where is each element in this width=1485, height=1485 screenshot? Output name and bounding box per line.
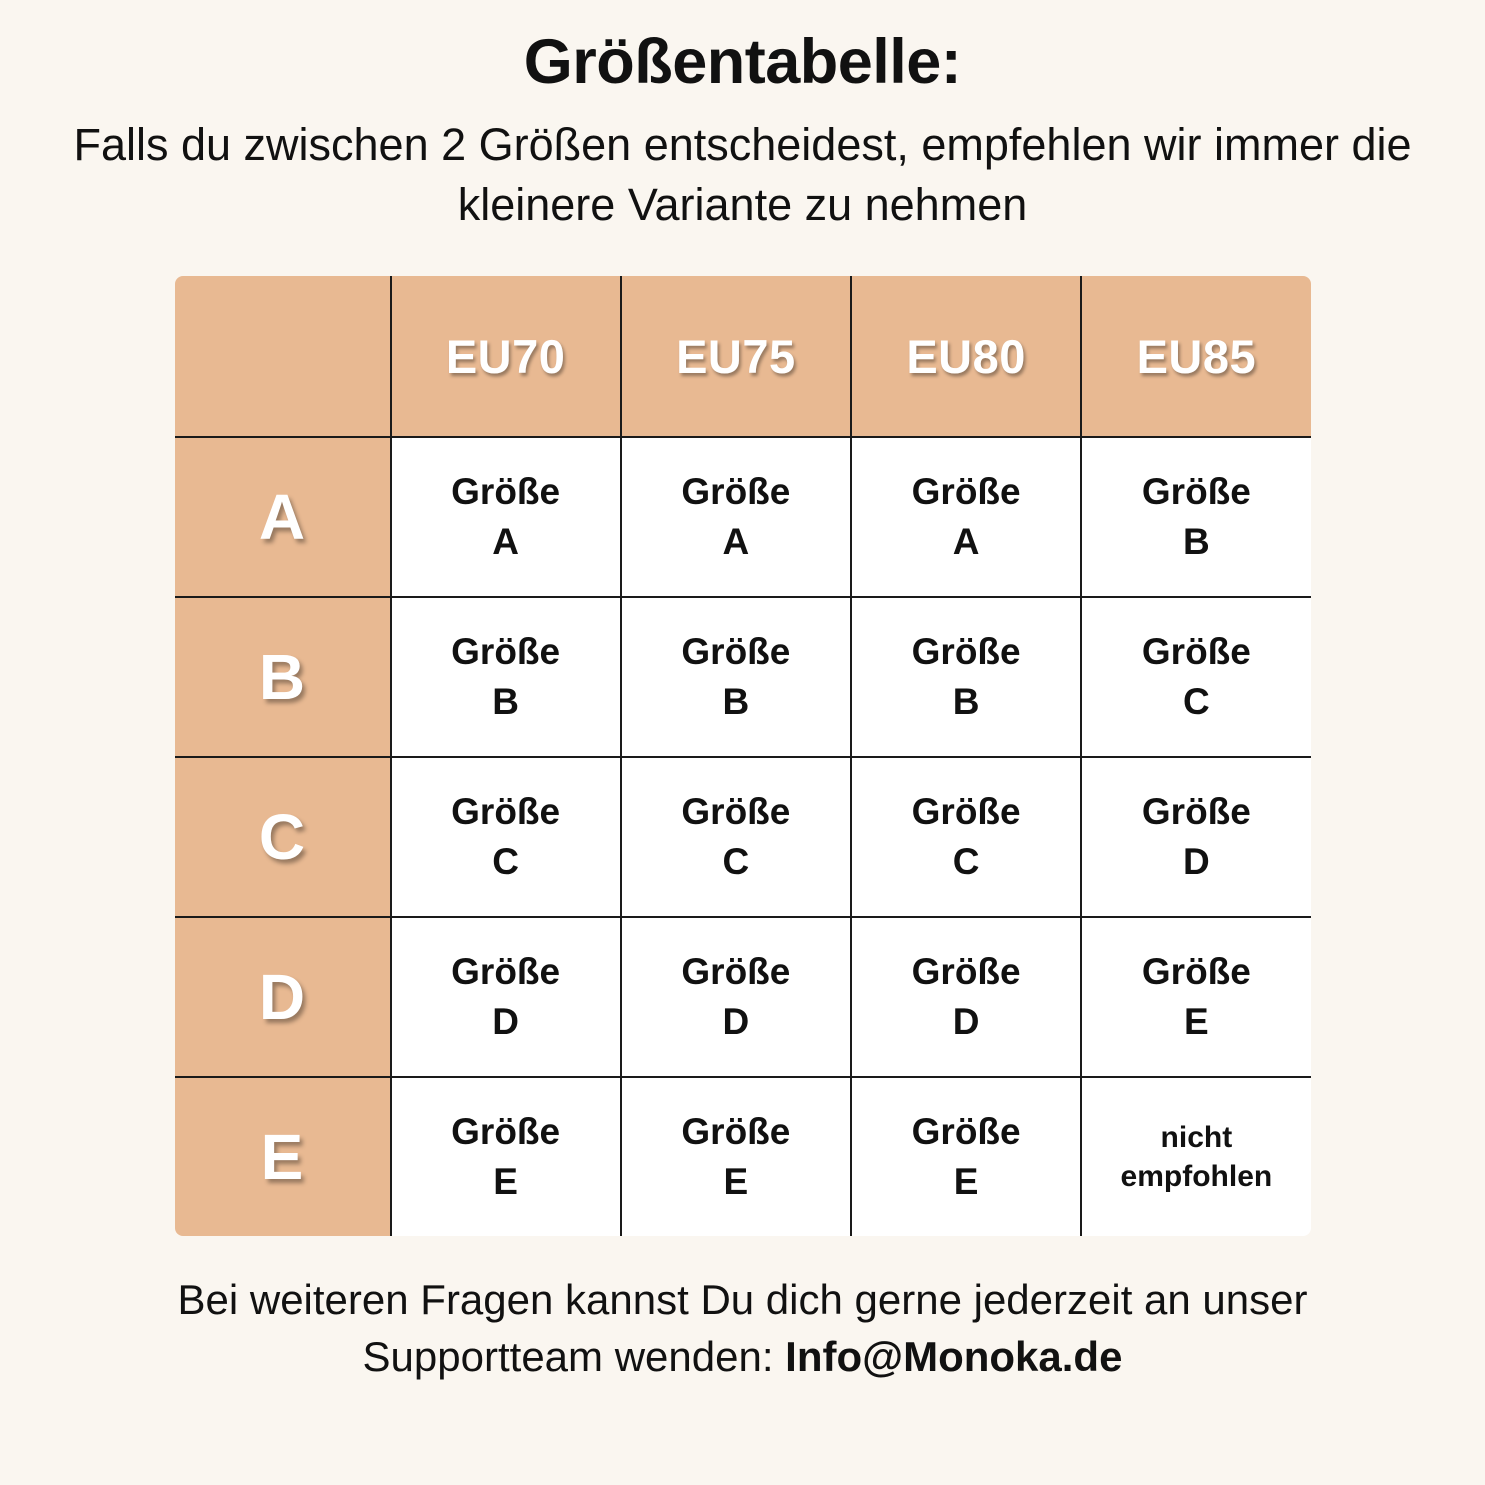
row-header-e: E — [174, 1077, 391, 1237]
cell-line-1: Größe — [681, 791, 791, 833]
cell-line-1: Größe — [911, 631, 1021, 673]
cell-line-1: Größe — [451, 791, 561, 833]
cell-line-1: Größe — [1141, 631, 1251, 673]
support-note — [73, 1272, 1413, 1385]
cell-e-eu80 — [851, 1077, 1081, 1237]
cell-d-eu85 — [1081, 917, 1311, 1077]
cell-line-2: B — [492, 681, 519, 723]
cell-b-eu75 — [621, 597, 851, 757]
cell-line-1: nicht — [1160, 1121, 1233, 1155]
cell-a-eu70 — [391, 437, 621, 597]
column-header-eu80: EU80 — [851, 275, 1081, 437]
cell-a-eu80 — [851, 437, 1081, 597]
cell-line-2: E — [1184, 1001, 1209, 1043]
cell-b-eu80 — [851, 597, 1081, 757]
table-row — [174, 597, 1312, 757]
cell-a-eu75 — [621, 437, 851, 597]
row-header-a: A — [174, 437, 391, 597]
cell-line-2: D — [952, 1001, 980, 1043]
cell-line-2: A — [722, 521, 750, 563]
cell-line-2: E — [953, 1161, 979, 1203]
cell-line-1: Größe — [681, 951, 791, 993]
column-header-eu75: EU75 — [621, 275, 851, 437]
cell-line-2: C — [952, 841, 980, 883]
cell-line-1: Größe — [451, 1111, 561, 1153]
cell-c-eu70 — [391, 757, 621, 917]
row-header-b: B — [174, 597, 391, 757]
table-body — [174, 437, 1312, 1237]
cell-line-1: Größe — [911, 1111, 1021, 1153]
size-table-container — [173, 274, 1313, 1238]
page-subtitle: Falls du zwischen 2 Größen entscheidest, empfehlen wir immer die kleinere Variante zu nehmen — [73, 119, 1412, 230]
cell-line-2: A — [952, 521, 980, 563]
cell-line-2: E — [723, 1161, 749, 1203]
cell-line-1: Größe — [1141, 471, 1251, 513]
page-title: Größentabelle: — [523, 27, 962, 97]
cell-line-2: B — [1183, 521, 1210, 563]
table-row — [174, 757, 1312, 917]
cell-line-1: Größe — [1141, 951, 1251, 993]
cell-line-1: Größe — [911, 471, 1021, 513]
cell-c-eu85 — [1081, 757, 1311, 917]
cell-line-2: E — [493, 1161, 518, 1203]
cell-line-1: Größe — [681, 631, 791, 673]
cell-line-1: Größe — [451, 631, 561, 673]
cell-line-2: D — [492, 1001, 519, 1043]
cell-d-eu70 — [391, 917, 621, 1077]
cell-line-1: Größe — [911, 951, 1021, 993]
table-head — [174, 275, 1312, 437]
cell-line-1: Größe — [911, 791, 1021, 833]
row-header-c: C — [174, 757, 391, 917]
cell-line-2: C — [722, 841, 750, 883]
cell-a-eu85 — [1081, 437, 1311, 597]
table-row — [174, 917, 1312, 1077]
cell-line-2: A — [492, 521, 519, 563]
cell-line-1: Größe — [451, 951, 561, 993]
table-corner-cell — [174, 275, 391, 437]
cell-c-eu80 — [851, 757, 1081, 917]
cell-line-1: Größe — [451, 471, 561, 513]
cell-line-1: Größe — [681, 1111, 791, 1153]
support-note-text: Bei weiteren Fragen kannst Du dich gerne jederzeit an unser Supportteam wenden: — [177, 1276, 1308, 1380]
cell-d-eu80 — [851, 917, 1081, 1077]
cell-line-1: Größe — [1141, 791, 1251, 833]
cell-line-2: D — [1183, 841, 1210, 883]
size-table — [173, 274, 1313, 1238]
cell-e-eu85 — [1081, 1077, 1311, 1237]
cell-b-eu85 — [1081, 597, 1311, 757]
cell-e-eu70 — [391, 1077, 621, 1237]
cell-line-2: C — [492, 841, 519, 883]
table-row — [174, 437, 1312, 597]
support-email[interactable]: Info@Monoka.de — [785, 1332, 1123, 1380]
cell-line-2: C — [1183, 681, 1210, 723]
column-header-eu85: EU85 — [1081, 275, 1311, 437]
cell-line-2: empfohlen — [1120, 1160, 1273, 1194]
cell-line-2: D — [722, 1001, 750, 1043]
table-header-row — [174, 275, 1312, 437]
cell-line-2: B — [722, 681, 750, 723]
cell-e-eu75 — [621, 1077, 851, 1237]
cell-d-eu75 — [621, 917, 851, 1077]
table-row — [174, 1077, 1312, 1237]
row-header-d: D — [174, 917, 391, 1077]
cell-line-1: Größe — [681, 471, 791, 513]
cell-b-eu70 — [391, 597, 621, 757]
cell-c-eu75 — [621, 757, 851, 917]
cell-line-2: B — [952, 681, 980, 723]
column-header-eu70: EU70 — [391, 275, 621, 437]
